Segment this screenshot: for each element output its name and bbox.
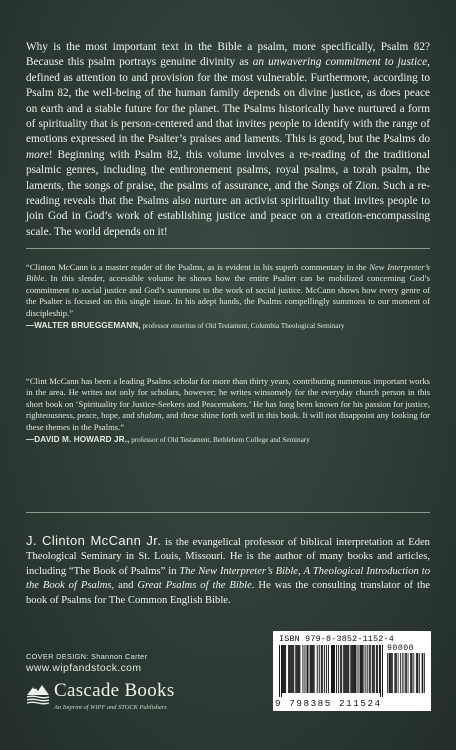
barcode-bar <box>279 645 280 697</box>
back-cover-blurb <box>26 40 430 240</box>
barcode-bar <box>281 645 282 697</box>
barcode-bar <box>374 645 375 693</box>
barcode-bar <box>283 645 284 693</box>
price-addon-digits: 90000 <box>387 644 415 653</box>
barcode-bar <box>312 645 313 693</box>
barcode-bar <box>331 645 332 693</box>
barcode-bar <box>395 653 396 693</box>
barcode-bar <box>363 645 364 693</box>
barcode-bar <box>410 653 411 693</box>
barcode-bar <box>338 645 339 693</box>
barcode-bar <box>400 653 401 693</box>
barcode-bar <box>296 645 297 693</box>
barcode-bar <box>348 645 349 693</box>
barcode-bar <box>311 645 312 693</box>
barcode-bar <box>370 645 371 693</box>
mountain-waterfall-icon <box>26 682 50 708</box>
barcode-bar <box>361 645 362 693</box>
cover-credits <box>26 652 147 674</box>
blurb-paragraph: Why is the most important text in the Bible a psalm, more specifically, Psalm 82? Because this psalm portrays genuine divinity as an unwavering commitment to justice, defined as attention to and provision for the most vulnerable. Furthermore, according to Psalm 82, the well-being of the human family depends on divine justice, as does peace on earth and a stable future for the planet. The Psalms historically have nurtured a form of spirituality that is person-centered and that invites people to identify with the range of emotions expressed in the Psalter’s praises and laments. This is good, but the Psalms do more! Beginning with Psalm 82, this volume involves a re-reading of the traditional psalmic genres, including the enthronement psalms, royal psalms, a torah psalm, the laments, the songs of praise, the psalms of assurance, and the Songs of Zion. Such a re-reading reveals that the Psalms also nurture an activist spirituality that invites people to join God in God’s work of establishing justice and peace on a creation-encompassing scale. The world depends on it! <box>26 41 430 238</box>
barcode-bar <box>334 645 335 693</box>
barcode-bar <box>419 653 420 693</box>
endorsement-attribution: —WALTER BRUEGGEMANN, professor emeritus of Old Testament, Columbia Theological Seminary <box>26 321 345 331</box>
barcode-bar <box>355 645 356 693</box>
barcode-bar <box>319 645 320 693</box>
publisher-tagline: An Imprint of WIPF and STOCK Publishers <box>54 704 167 711</box>
barcode-bar <box>347 645 348 693</box>
barcode-bar <box>345 645 346 693</box>
barcode-bar <box>411 653 412 693</box>
barcode-bar <box>297 645 298 693</box>
barcode-bar <box>389 653 390 693</box>
barcode-bar <box>344 645 345 693</box>
barcode-bar <box>418 653 419 693</box>
barcode-bar <box>298 645 299 693</box>
barcode-bar <box>390 653 391 693</box>
barcode-bar <box>317 645 318 693</box>
barcode-bar <box>310 645 311 693</box>
barcode-bar <box>332 645 333 693</box>
barcode-bar <box>322 645 323 693</box>
publisher-logo <box>26 680 226 720</box>
isbn-barcode <box>273 631 431 711</box>
barcode-bar <box>352 645 353 693</box>
barcode-bar <box>354 645 355 693</box>
barcode-bar <box>343 645 344 693</box>
barcode-bar <box>291 645 292 693</box>
barcode-bar <box>406 653 407 693</box>
cover-design-credit: COVER DESIGN: Shannon Carter <box>26 652 148 661</box>
barcode-bar <box>373 645 374 693</box>
barcode-bar <box>392 653 393 693</box>
publisher-name: Cascade Books <box>54 680 175 701</box>
barcode-bar <box>351 645 352 693</box>
barcode-bar <box>328 645 329 693</box>
author-name: J. Clinton McCann Jr. <box>26 533 162 548</box>
barcode-bar <box>377 645 378 693</box>
barcode-bar <box>387 653 388 693</box>
barcode-bar <box>416 653 417 693</box>
barcode-bar <box>382 645 383 697</box>
barcode-bar <box>358 645 359 693</box>
barcode-bar <box>422 653 423 693</box>
divider-bottom <box>26 512 430 513</box>
barcode-bar <box>396 653 397 693</box>
barcode-bar <box>284 645 285 693</box>
barcode-bar <box>350 645 351 693</box>
barcode-bar <box>295 645 296 693</box>
barcode-bar <box>299 645 300 693</box>
barcode-bar <box>346 645 347 693</box>
divider-top <box>26 248 430 249</box>
barcode-bar <box>288 645 289 693</box>
barcode-bar <box>304 645 305 693</box>
ean-digits: 9 798385 211524 <box>275 698 382 709</box>
barcode-bar <box>314 645 315 693</box>
barcode-bar <box>289 645 290 693</box>
barcode-bar <box>402 653 403 693</box>
publisher-website[interactable]: www.wipfandstock.com <box>26 663 142 674</box>
barcode-bar <box>360 645 361 693</box>
barcode-bar <box>313 645 314 693</box>
barcode-bar <box>290 645 291 693</box>
barcode-bar <box>408 653 409 693</box>
addon-barcode-bars <box>387 653 425 697</box>
barcode-bar <box>417 653 418 693</box>
barcode-bar <box>340 645 341 693</box>
barcode-bar <box>365 645 366 693</box>
barcode-bar <box>308 645 309 693</box>
barcode-bar <box>302 645 303 693</box>
isbn-label: ISBN 979-8-3852-1152-4 <box>279 634 394 644</box>
barcode-bar <box>362 645 363 693</box>
barcode-bar <box>293 645 294 693</box>
barcode-bar <box>282 645 283 693</box>
barcode-bar <box>353 645 354 693</box>
barcode-bar <box>379 645 380 693</box>
barcode-bar <box>324 645 325 693</box>
barcode-bar <box>292 645 293 693</box>
barcode-bar <box>389 653 390 693</box>
barcode-bar <box>412 653 413 693</box>
barcode-bar <box>372 645 373 693</box>
ean-barcode-bars <box>279 645 383 697</box>
barcode-bar <box>423 653 424 693</box>
barcode-bar <box>336 645 337 693</box>
barcode-bar <box>376 645 377 693</box>
endorsement-howard: “Clint McCann has been a leading Psalms scholar for more than thirty years, contributing numerous important works in the area. He writes not only for scholars, however; he writes winsomely for the everyday church person in this short book on ‘Spirituality for Justice-Seekers and Peacemakers.’ He has long been known for his passion for justice, righteousness, peace, hope, and shalom, and these shine forth well in this book. It will not disappoint any looking for these themes in the Psalms.” —DAVID M. HOWARD JR., professor of Old Testament, Bethlehem College and Seminary <box>26 376 430 445</box>
barcode-bar <box>394 653 395 693</box>
barcode-bar <box>404 653 405 693</box>
endorsement-attribution: —DAVID M. HOWARD JR., professor of Old Testament, Bethlehem College and Seminary <box>26 435 310 445</box>
barcode-bar <box>380 645 381 697</box>
barcode-bar <box>307 645 308 693</box>
barcode-bar <box>326 645 327 693</box>
barcode-bar <box>369 645 370 693</box>
barcode-bar <box>391 653 392 693</box>
barcode-bar <box>424 653 425 693</box>
barcode-bar <box>405 653 406 693</box>
endorsement-brueggemann: “Clinton McCann is a master reader of the Psalms, as is evident in his superb commentary in the New Interpreter’s Bible. In this slender, accessible volume he shows how the entire Psalter can be mobilized concerning God’s commitment to social justice and God’s summons to the work of social justice. McCann shows how every genre of the Psalter is focused on this single issue. In his adept hands, the Psalms compellingly summons to our moment of discipleship.” —WALTER BRUEGGEMANN, professor emeritus of Old Testament, Columbia Theological Seminary <box>26 262 431 331</box>
barcode-bar <box>285 645 286 693</box>
barcode-bar <box>333 645 334 693</box>
barcode-bar <box>321 645 322 693</box>
barcode-bar <box>367 645 368 693</box>
barcode-bar <box>413 653 414 693</box>
author-bio: J. Clinton McCann Jr. is the evangelical professor of biblical interpretation at Eden Theological Seminary in St. Louis, Missouri. He is the author of many books and articles, including “The Book of Psalms” in The New Interpreter’s Bible, A Theological Introduction to the Book of Psalms, and Great Psalms of the Bible. He was the consulting translator of the book of Psalms for The Common English Bible. <box>26 533 430 606</box>
barcode-bar <box>398 653 399 693</box>
barcode-bar <box>341 645 342 693</box>
